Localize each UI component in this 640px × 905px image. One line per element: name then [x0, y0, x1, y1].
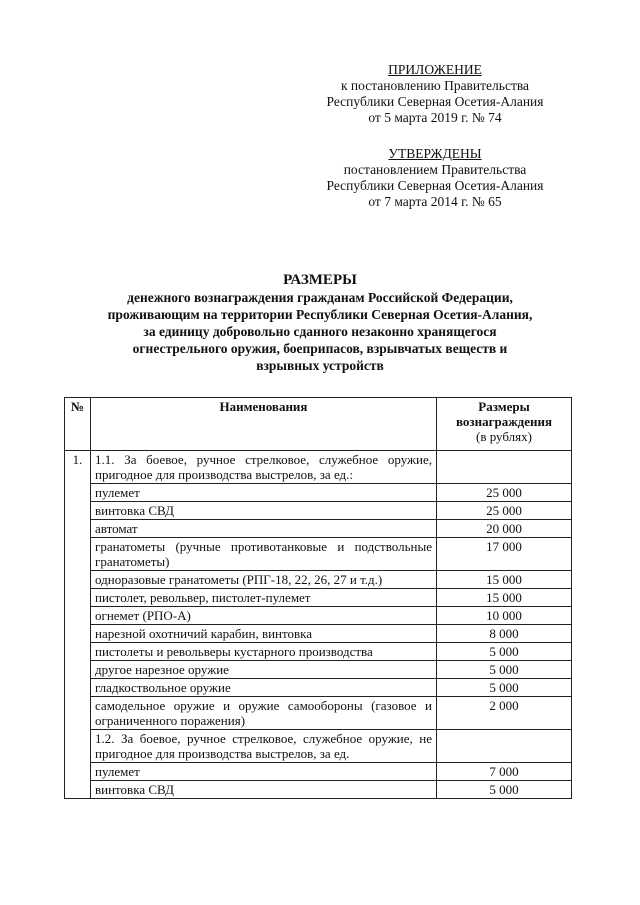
- approved-title: УТВЕРЖДЕНЫ: [388, 146, 482, 161]
- row-name: пулемет: [91, 484, 437, 502]
- row-name: нарезной охотничий карабин, винтовка: [91, 625, 437, 643]
- table-row: [65, 589, 572, 607]
- title-line-3: за единицу добровольно сданного незаконно хранящегося: [143, 324, 497, 339]
- section-number: 1.: [65, 451, 91, 799]
- row-value: 25 000: [437, 502, 572, 520]
- row-value: 17 000: [437, 538, 572, 571]
- table-row: [65, 538, 572, 571]
- title-line-4: огнестрельного оружия, боеприпасов, взрывчатых веществ и: [132, 341, 508, 356]
- appendix-title: ПРИЛОЖЕНИЕ: [388, 62, 482, 77]
- header-name: Наименования: [91, 398, 437, 451]
- title-main: РАЗМЕРЫ: [283, 272, 357, 288]
- table-row: [65, 661, 572, 679]
- row-name: 1.2. За боевое, ручное стрелковое, служебное оружие, не пригодное для производства выстрелов, за ед.: [91, 730, 437, 763]
- title-line-5: взрывных устройств: [256, 358, 384, 373]
- row-name: пистолет, револьвер, пистолет-пулемет: [91, 589, 437, 607]
- table-row: [65, 763, 572, 781]
- appendix-block: [300, 62, 570, 126]
- row-name: гранатометы (ручные противотанковые и подствольные гранатометы): [91, 538, 437, 571]
- appendix-line-1: к постановлению Правительства: [340, 78, 530, 93]
- row-value: [437, 451, 572, 484]
- appendix-line-2: Республики Северная Осетия-Алания: [326, 94, 544, 109]
- title-line-1: денежного вознаграждения гражданам Российской Федерации,: [127, 290, 513, 305]
- row-value: 5 000: [437, 661, 572, 679]
- table-row: [65, 625, 572, 643]
- header-amount-line-3: (в рублях): [476, 429, 532, 444]
- table-row: [65, 484, 572, 502]
- row-name: автомат: [91, 520, 437, 538]
- row-name: винтовка СВД: [91, 781, 437, 799]
- header-amount-line-2: вознаграждения: [455, 414, 553, 429]
- row-value: 15 000: [437, 571, 572, 589]
- table-row: [65, 502, 572, 520]
- table-row: [65, 730, 572, 763]
- row-value: 15 000: [437, 589, 572, 607]
- row-name: пулемет: [91, 763, 437, 781]
- row-name: гладкоствольное оружие: [91, 679, 437, 697]
- table-row: [65, 571, 572, 589]
- row-value: 5 000: [437, 781, 572, 799]
- approved-line-1: постановлением Правительства: [343, 162, 527, 177]
- table-row: [65, 520, 572, 538]
- table-row: [65, 451, 572, 484]
- row-name: другое нарезное оружие: [91, 661, 437, 679]
- approved-line-3: от 7 марта 2014 г. № 65: [368, 194, 502, 209]
- row-value: 2 000: [437, 697, 572, 730]
- row-value: 5 000: [437, 679, 572, 697]
- table-row: [65, 679, 572, 697]
- rewards-table: [64, 397, 572, 799]
- appendix-line-3: от 5 марта 2019 г. № 74: [368, 110, 502, 125]
- table-row: [65, 697, 572, 730]
- row-name: самодельное оружие и оружие самообороны (газовое и ограниченного поражения): [91, 697, 437, 730]
- row-value: 10 000: [437, 607, 572, 625]
- row-value: 25 000: [437, 484, 572, 502]
- row-name: огнемет (РПО-А): [91, 607, 437, 625]
- document-title: [60, 272, 580, 374]
- table-row: [65, 643, 572, 661]
- row-name: одноразовые гранатометы (РПГ-18, 22, 26, 27 и т.д.): [91, 571, 437, 589]
- row-name: пистолеты и револьверы кустарного производства: [91, 643, 437, 661]
- approved-line-2: Республики Северная Осетия-Алания: [326, 178, 544, 193]
- header-amount-line-1: Размеры: [478, 399, 530, 414]
- row-value: 20 000: [437, 520, 572, 538]
- row-value: 7 000: [437, 763, 572, 781]
- table-row: [65, 781, 572, 799]
- header-number: №: [65, 398, 91, 451]
- header-amount: [437, 398, 572, 451]
- row-name: винтовка СВД: [91, 502, 437, 520]
- approved-block: [300, 146, 570, 210]
- row-value: [437, 730, 572, 763]
- title-line-2: проживающим на территории Республики Северная Осетия-Алания,: [107, 307, 533, 322]
- row-value: 5 000: [437, 643, 572, 661]
- table-row: [65, 607, 572, 625]
- row-value: 8 000: [437, 625, 572, 643]
- table-header-row: [65, 398, 572, 451]
- row-name: 1.1. За боевое, ручное стрелковое, служебное оружие, пригодное для производства выстрелов, за ед.:: [91, 451, 437, 484]
